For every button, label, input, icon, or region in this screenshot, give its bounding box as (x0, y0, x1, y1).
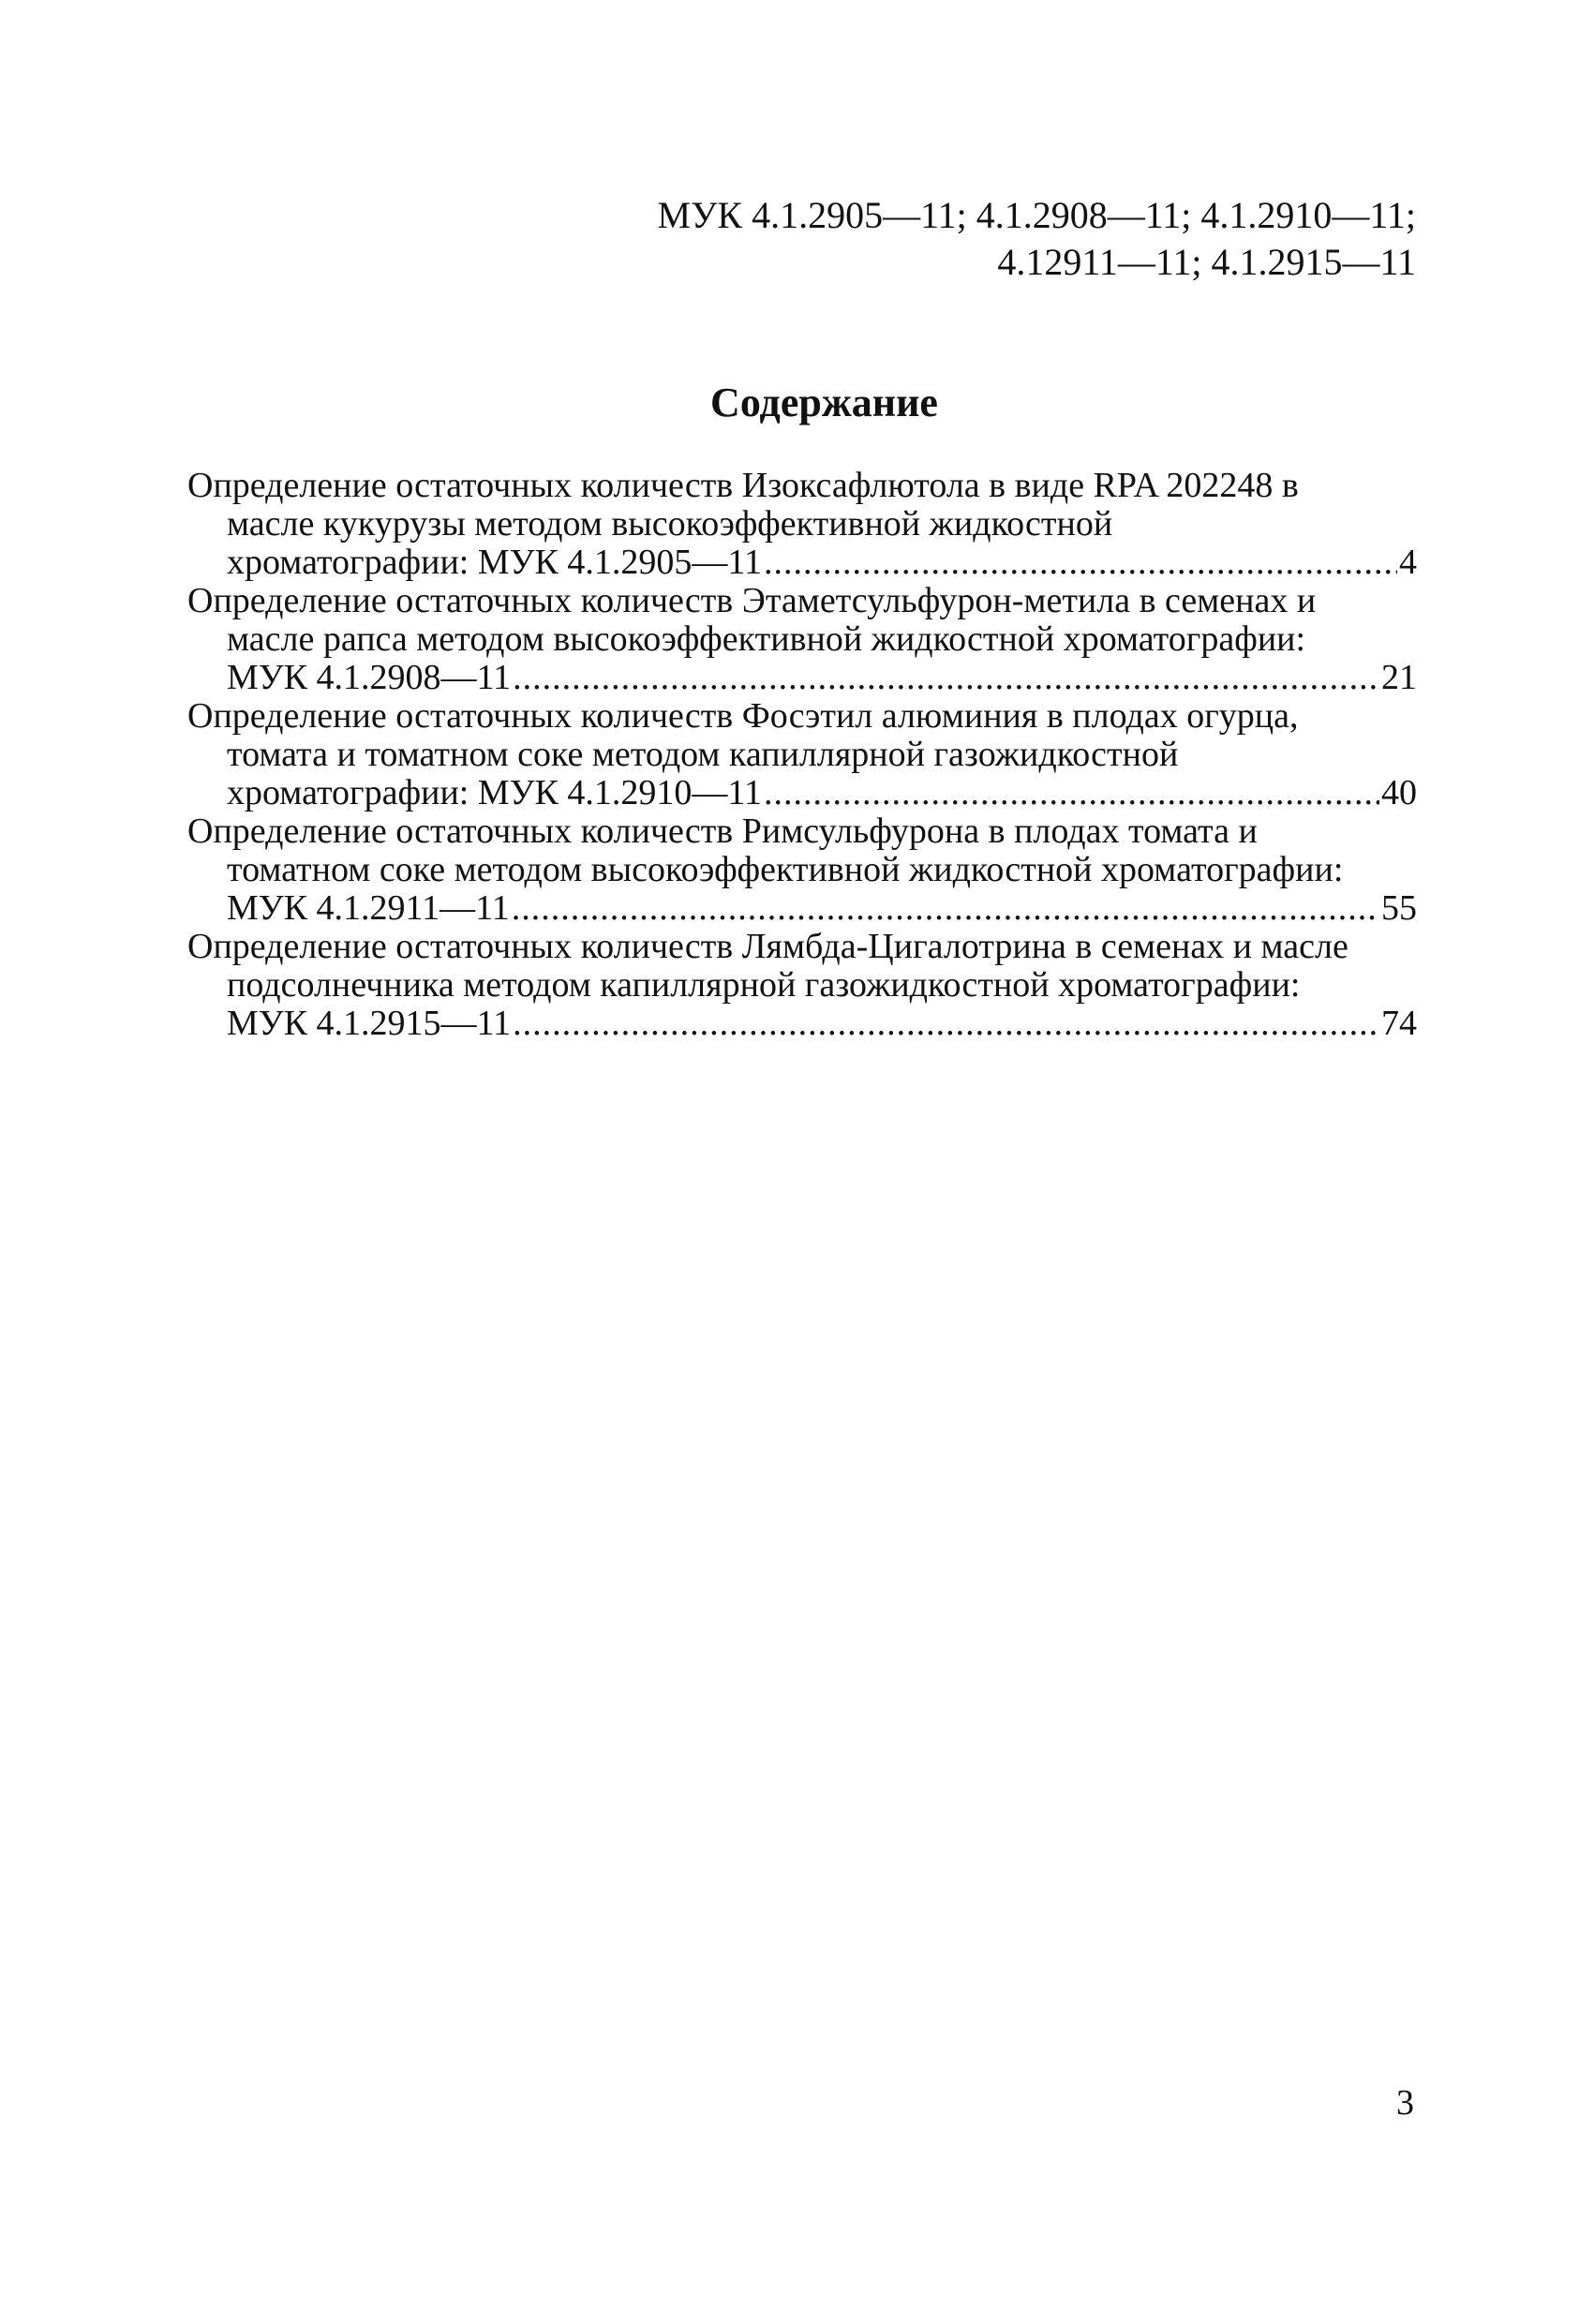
toc-entry-text-line: масле рапса методом высокоэффективной жидкостной хроматографии: (227, 619, 1306, 659)
toc-entry-4[interactable] (187, 812, 1417, 928)
toc-dot-leader (512, 889, 1379, 928)
toc-entry-page: 4 (1399, 543, 1417, 582)
toc-entry-2[interactable] (187, 582, 1417, 697)
toc-entry-1[interactable] (187, 467, 1417, 582)
toc-entry-text-line: Определение остаточных количеств Этаметсульфурон-метила в семенах и (187, 581, 1317, 620)
toc-entry-reference: МУК 4.1.2911—11 (227, 888, 510, 928)
toc-entry-reference: МУК 4.1.2915—11 (227, 1004, 512, 1043)
toc-entry-page: 21 (1381, 658, 1417, 697)
toc-entry-page: 55 (1381, 888, 1417, 928)
toc-entry-text-line: томата и томатном соке методом капиллярной газожидкостной (227, 735, 1179, 774)
document-code-line-2: 4.12911—11; 4.1.2915—11 (997, 241, 1416, 283)
table-of-contents (187, 467, 1417, 1043)
toc-entry-text-line: Определение остаточных количеств Римсульфурона в плодах томата и (187, 812, 1258, 851)
toc-entry-text-line: Определение остаточных количеств Фосэтил алюминия в плодах огурца, (187, 696, 1299, 736)
toc-entry-text-line: подсолнечника методом капиллярной газожидкостной хроматографии: (227, 965, 1301, 1005)
toc-dot-leader (764, 774, 1379, 812)
document-code-line-1: МУК 4.1.2905—11; 4.1.2908—11; 4.1.2910—11; (657, 194, 1416, 236)
toc-entry-page: 40 (1381, 773, 1417, 812)
toc-dot-leader (764, 544, 1397, 582)
toc-entry-text-line: Определение остаточных количеств Лямбда-Цигалотрина в семенах и масле (187, 927, 1348, 966)
toc-entry-page: 74 (1381, 1004, 1417, 1043)
toc-entry-3[interactable] (187, 697, 1417, 812)
toc-entry-reference: хроматографии: МУК 4.1.2910—11 (227, 773, 762, 812)
toc-entry-text-line: масле кукурузы методом высокоэффективной жидкостной (227, 504, 1113, 544)
toc-entry-reference: хроматографии: МУК 4.1.2905—11 (227, 543, 762, 582)
document-code-header (385, 192, 1416, 286)
toc-dot-leader (513, 1005, 1379, 1043)
toc-entry-text-line: томатном соке методом высокоэффективной жидкостной хроматографии: (227, 850, 1344, 889)
toc-entry-reference: МУК 4.1.2908—11 (227, 658, 512, 697)
page-number: 3 (1396, 2083, 1414, 2123)
toc-entry-reference-row (187, 1005, 1417, 1043)
toc-entry-reference-row (187, 659, 1417, 697)
toc-entry-reference-row (187, 544, 1417, 582)
toc-dot-leader (513, 659, 1379, 697)
page-title: Содержание (710, 380, 938, 425)
toc-entry-5[interactable] (187, 928, 1417, 1043)
toc-entry-reference-row (187, 889, 1417, 928)
toc-entry-reference-row (187, 774, 1417, 812)
toc-entry-text-line: Определение остаточных количеств Изоксафлютола в виде RPA 202248 в (187, 466, 1299, 505)
